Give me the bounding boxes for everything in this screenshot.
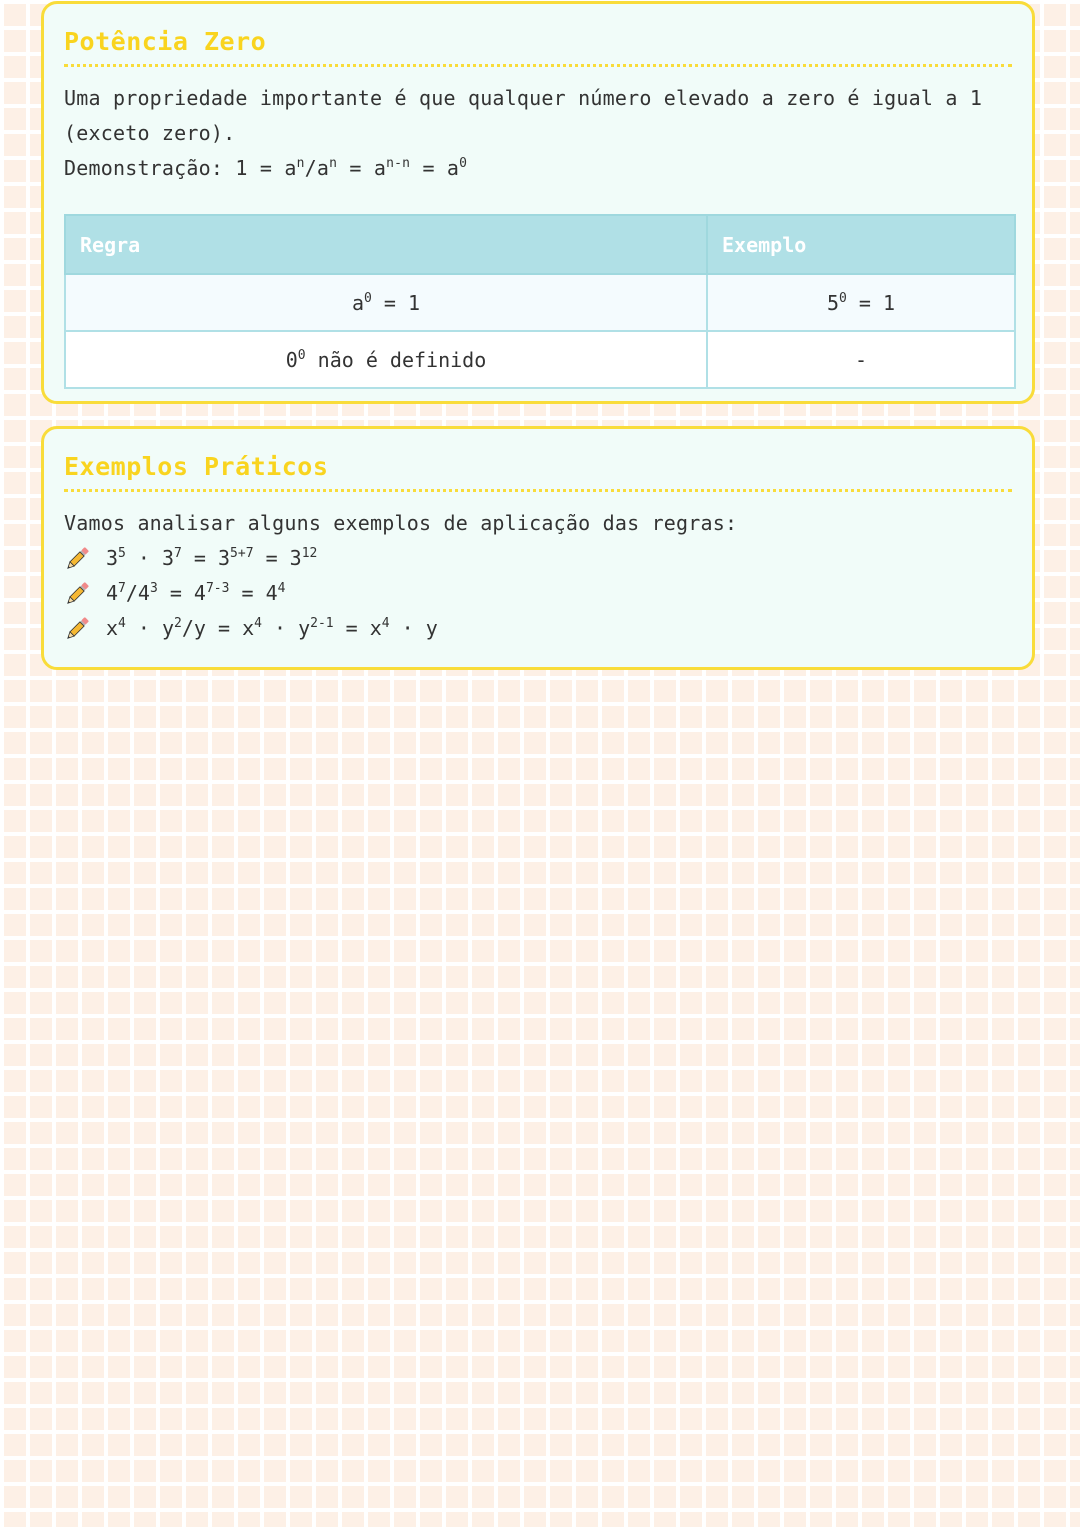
section-title: Potência Zero bbox=[64, 26, 1012, 67]
examples-intro: Vamos analisar alguns exemplos de aplicação das regras: bbox=[64, 511, 738, 535]
example-cell: - bbox=[707, 331, 1015, 388]
example-cell: $5^0 = 1$ bbox=[707, 274, 1015, 331]
zero-power-card bbox=[41, 1, 1035, 404]
header-example: Exemplo bbox=[707, 215, 1015, 274]
example-expression: $4^7/4^3 = 4^{7-3} = 4^4$ bbox=[106, 581, 286, 605]
pencil-icon bbox=[64, 546, 90, 572]
list-item bbox=[64, 611, 1012, 646]
pencil-icon bbox=[64, 581, 90, 607]
table-header-row bbox=[65, 215, 1015, 274]
example-expression: $3^5 \cdot 3^7 = 3^{5+7} = 3^{12}$ bbox=[106, 546, 318, 570]
practical-examples-card bbox=[41, 426, 1035, 670]
table-row bbox=[65, 274, 1015, 331]
rule-cell: $a^0 = 1$ bbox=[65, 274, 707, 331]
pencil-icon bbox=[64, 616, 90, 642]
section-title: Exemplos Práticos bbox=[64, 451, 1012, 492]
rules-table bbox=[64, 214, 1016, 389]
header-rule: Regra bbox=[65, 215, 707, 274]
example-expression: $x^4 \cdot y^2/y = x^4 \cdot y^{2-1} = x^4 \cdot y$ bbox=[106, 616, 438, 640]
demonstration-text: Demonstração: $1 = a^n/a^n = a^{n-n} = a^0$ bbox=[64, 156, 468, 180]
rule-cell: $0^0$ não é definido bbox=[65, 331, 707, 388]
property-text: Uma propriedade importante é que qualquer número elevado a zero é igual a 1 (exceto zero). bbox=[64, 86, 983, 145]
list-item bbox=[64, 576, 1012, 611]
table-row bbox=[65, 331, 1015, 388]
examples-list bbox=[64, 541, 1012, 646]
list-item bbox=[64, 541, 1012, 576]
